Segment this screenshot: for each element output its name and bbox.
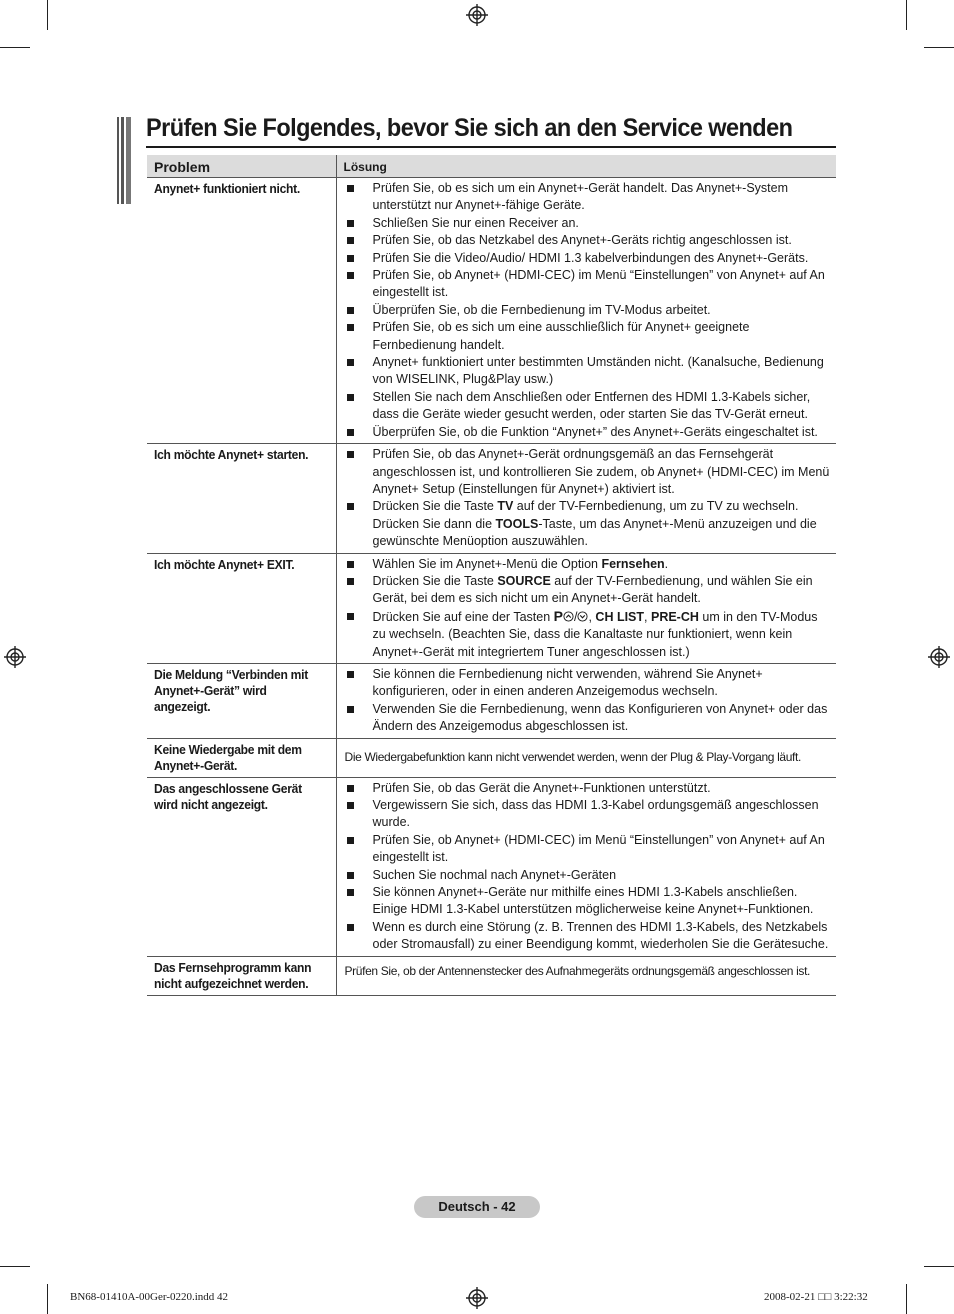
list-item: Anynet+ funktioniert unter bestimmten Umständen nicht. (Kanalsuche, Bedienung von WISELINK, Plug&Play usw.) <box>345 354 831 389</box>
tools-key-label: TOOLS <box>495 516 539 531</box>
square-bullet-icon <box>347 394 354 401</box>
tv-key-label: TV <box>497 499 514 514</box>
solution-text: Prüfen Sie, ob der Antennenstecker des Aufnahmegeräts ordnungsgemäß angeschlossen ist. <box>344 963 811 978</box>
square-bullet-icon <box>347 307 354 314</box>
table-row <box>147 738 836 777</box>
square-bullet-icon <box>347 255 354 262</box>
title-accent-bars <box>117 117 131 204</box>
square-bullet-icon <box>347 220 354 227</box>
registration-mark-icon <box>4 646 26 668</box>
list-item: Sie können die Fernbedienung nicht verwenden, während Sie Anynet+ konfigurieren, oder in einen anderen Anzeigemodus wechseln. <box>345 666 831 701</box>
square-bullet-icon <box>347 429 354 436</box>
problem-cell: Keine Wiedergabe mit dem Anynet+-Gerät. <box>147 738 336 777</box>
crop-mark <box>906 1284 907 1314</box>
table-header-row <box>147 155 836 178</box>
problem-cell: Ich möchte Anynet+ EXIT. <box>147 553 336 663</box>
list-item: Überprüfen Sie, ob die Fernbedienung im TV-Modus arbeitet. <box>345 302 831 319</box>
solution-cell <box>336 178 836 444</box>
list-item: Sie können Anynet+-Geräte nur mithilfe eines HDMI 1.3-Kabels anschließen. Einige HDMI 1.3-Kabel unterstützen möglicherweise keine Anynet+-Funktionen. <box>345 884 831 919</box>
ch-list-key-label: CH LIST <box>595 609 645 624</box>
table-row <box>147 553 836 663</box>
list-item: Prüfen Sie, ob das Gerät die Anynet+-Funktionen unterstützt. <box>345 780 831 797</box>
problem-cell: Das Fernsehprogramm kann nicht aufgezeichnet werden. <box>147 956 336 995</box>
problem-cell: Das angeschlossene Gerät wird nicht angezeigt. <box>147 777 336 956</box>
square-bullet-icon <box>347 237 354 244</box>
solution-cell <box>336 553 836 663</box>
list-item: Prüfen Sie, ob es sich um ein Anynet+-Gerät handelt. Das Anynet+-System unterstützt nur Anynet+-fähige Geräte. <box>345 180 831 215</box>
page-title: Prüfen Sie Folgendes, bevor Sie sich an den Service wenden <box>146 114 793 142</box>
problem-cell: Anynet+ funktioniert nicht. <box>147 178 336 444</box>
column-header-problem: Problem <box>147 155 336 178</box>
square-bullet-icon <box>347 451 354 458</box>
list-item: Vergewissern Sie sich, dass das HDMI 1.3-Kabel ordungsgemäß angeschlossen wurde. <box>345 797 831 832</box>
list-item: Schließen Sie nur einen Receiver an. <box>345 215 831 232</box>
square-bullet-icon <box>347 561 354 568</box>
registration-mark-icon <box>466 1287 488 1309</box>
square-bullet-icon <box>347 889 354 896</box>
square-bullet-icon <box>347 671 354 678</box>
crop-mark <box>924 47 954 48</box>
list-item: Überprüfen Sie, ob die Funktion “Anynet+” des Anynet+-Geräts eingeschaltet ist. <box>345 424 831 441</box>
square-bullet-icon <box>347 785 354 792</box>
solution-cell <box>336 956 836 995</box>
square-bullet-icon <box>347 185 354 192</box>
title-rule <box>146 146 836 148</box>
list-item: Prüfen Sie, ob Anynet+ (HDMI-CEC) im Menü “Einstellungen” von Anynet+ auf An eingestellt ist. <box>345 267 831 302</box>
pre-ch-key-label: PRE-CH <box>650 609 699 624</box>
p-key-label: P <box>553 607 563 624</box>
list-item: Wählen Sie im Anynet+-Menü die Option Fernsehen. <box>345 556 831 573</box>
crop-mark <box>0 1266 30 1267</box>
solution-cell <box>336 777 836 956</box>
column-header-solution: Lösung <box>336 155 836 178</box>
list-item: Prüfen Sie, ob es sich um eine ausschließlich für Anynet+ geeignete Fernbedienung handelt. <box>345 319 831 354</box>
list-item: Stellen Sie nach dem Anschließen oder Entfernen des HDMI 1.3-Kabels sicher, dass die Geräte wieder gesucht werden, oder starten Sie das TV-Gerät erneut. <box>345 389 831 424</box>
registration-mark-icon <box>928 646 950 668</box>
circle-chevron-up-icon <box>563 611 574 622</box>
table-row <box>147 956 836 995</box>
square-bullet-icon <box>347 359 354 366</box>
square-bullet-icon <box>347 613 354 620</box>
crop-mark <box>47 1284 48 1314</box>
fernsehen-option-label: Fernsehen <box>601 556 665 571</box>
table-row <box>147 444 836 553</box>
table-row <box>147 663 836 738</box>
square-bullet-icon <box>347 503 354 510</box>
list-item: Prüfen Sie, ob Anynet+ (HDMI-CEC) im Menü “Einstellungen” von Anynet+ auf An eingestellt ist. <box>345 832 831 867</box>
list-item: Suchen Sie nochmal nach Anynet+-Geräten <box>345 867 831 884</box>
registration-mark-icon <box>466 4 488 26</box>
problem-cell: Ich möchte Anynet+ starten. <box>147 444 336 553</box>
list-item: Verwenden Sie die Fernbedienung, wenn das Konfigurieren von Anynet+ oder das Ändern des Anzeigemodus abgeschlossen ist. <box>345 701 831 736</box>
crop-mark <box>906 0 907 30</box>
crop-mark <box>924 1266 954 1267</box>
square-bullet-icon <box>347 837 354 844</box>
list-item: Prüfen Sie die Video/Audio/ HDMI 1.3 kabelverbindungen des Anynet+-Geräts. <box>345 250 831 267</box>
crop-mark <box>47 0 48 30</box>
solution-cell <box>336 444 836 553</box>
file-info: BN68-01410A-00Ger-0220.indd 42 <box>70 1291 229 1303</box>
problem-cell: Die Meldung “Verbinden mit Anynet+-Gerät” wird angezeigt. <box>147 663 336 738</box>
square-bullet-icon <box>347 706 354 713</box>
square-bullet-icon <box>347 324 354 331</box>
list-item: Drücken Sie die Taste TV auf der TV-Fernbedienung, um zu TV zu wechseln. Drücken Sie dann die TOOLS-Taste, um das Anynet+-Menü anzuzeigen und die gewünschte Menüoption auszuwählen. <box>345 498 831 550</box>
print-timestamp: 2008-02-21 □□ 3:22:32 <box>764 1291 868 1303</box>
square-bullet-icon <box>347 802 354 809</box>
circle-chevron-down-icon <box>577 611 588 622</box>
solution-text: Die Wiedergabefunktion kann nicht verwendet werden, wenn der Plug & Play-Vorgang läuft. <box>344 750 802 765</box>
list-item: Prüfen Sie, ob das Anynet+-Gerät ordnungsgemäß an das Fernsehgerät angeschlossen ist, und kontrollieren Sie zudem, ob Anynet+ (HDMI-CEC) im Menü Anynet+ Setup (Einstellungen für Anynet+) aktiviert ist. <box>345 446 831 498</box>
square-bullet-icon <box>347 924 354 931</box>
list-item: Wenn es durch eine Störung (z. B. Trennen des HDMI 1.3-Kabels, des Netzkabels oder Stromausfall) zu einer Beendigung kommt, wiederholen Sie die Gerätesuche. <box>345 919 831 954</box>
solution-cell <box>336 663 836 738</box>
table-row <box>147 777 836 956</box>
troubleshooting-table <box>147 155 836 996</box>
page-number-label: Deutsch - 42 <box>414 1196 540 1218</box>
solution-cell <box>336 738 836 777</box>
list-item: Drücken Sie auf eine der Tasten P / , CH LIST, PRE-CH um in den TV-Modus zu wechseln. (Beachten Sie, dass die Kanaltaste nur funktioniert, wenn kein Anynet+-Gerät mit integriertem Tuner angeschlossen ist.) <box>345 608 831 661</box>
table-row <box>147 178 836 444</box>
crop-mark <box>0 47 30 48</box>
list-item: Prüfen Sie, ob das Netzkabel des Anynet+-Geräts richtig angeschlossen ist. <box>345 232 831 249</box>
list-item: Drücken Sie die Taste SOURCE auf der TV-Fernbedienung, und wählen Sie ein Gerät, bei dem es sich nicht um ein Anynet+-Gerät handelt. <box>345 573 831 608</box>
square-bullet-icon <box>347 578 354 585</box>
square-bullet-icon <box>347 272 354 279</box>
source-key-label: SOURCE <box>497 573 551 588</box>
square-bullet-icon <box>347 872 354 879</box>
